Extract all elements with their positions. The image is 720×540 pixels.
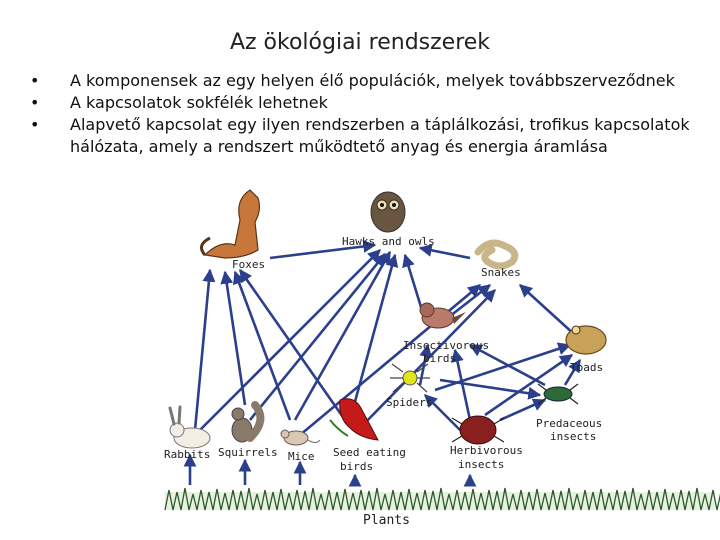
- arrow-toads-snakes: [520, 285, 575, 335]
- label-spiders: Spiders: [386, 396, 433, 409]
- grass-icon: [165, 488, 720, 510]
- owl-icon: [371, 192, 405, 232]
- arrow-squirrels-hawks: [250, 254, 385, 420]
- label-seed-eating-birds-2: birds: [340, 460, 374, 473]
- slide-title: Az ökológiai rendszerek: [229, 30, 491, 55]
- bullet-text: A kapcsolatok sokfélék lehetnek: [70, 93, 328, 112]
- snake-icon: [478, 243, 515, 266]
- label-rabbits: Rabbits: [164, 448, 211, 461]
- label-herbivorous-insects-1: Herbivorous: [450, 444, 523, 457]
- insectivorous-bird-icon: [420, 303, 466, 328]
- bullet-icon: •: [30, 93, 40, 112]
- bullet-text: A komponensek az egy helyen élő populációk, melyek továbbszerveződnek: [70, 71, 675, 90]
- label-mice: Mice: [288, 450, 315, 463]
- arrow-seedbirds-foxes: [240, 270, 345, 420]
- arrow-snakes-hawks: [420, 248, 470, 258]
- label-insectivorous-birds-1: Insectivorous: [403, 339, 490, 352]
- mouse-icon: [281, 430, 320, 445]
- label-predaceous-insects-1: Predaceous: [536, 417, 603, 430]
- label-seed-eating-birds-1: Seed eating: [333, 446, 406, 459]
- label-squirrels: Squirrels: [218, 446, 278, 459]
- herbivorous-insect-icon: [452, 416, 504, 444]
- label-insectivorous-birds-2: birds: [423, 352, 457, 365]
- label-herbivorous-insects-2: insects: [458, 458, 505, 471]
- label-predaceous-insects-2: insects: [550, 430, 597, 443]
- squirrel-icon: [232, 405, 260, 442]
- bullet-text: Alapvető kapcsolat egy ilyen rendszerben a táplálkozási, trofikus kapcsolatok hálózata, amely a rendszert működtető anyag és energia áramlása: [70, 115, 690, 156]
- label-foxes: Foxes: [232, 258, 266, 271]
- label-snakes: Snakes: [481, 266, 521, 279]
- label-toads: Toads: [570, 361, 604, 374]
- bullet-icon: •: [30, 115, 40, 134]
- label-plants: Plants: [363, 513, 410, 528]
- arrow-mice-hawks: [295, 252, 390, 420]
- fox-icon: [201, 190, 259, 258]
- label-hawks-owls: Hawks and owls: [342, 235, 435, 248]
- arrow-rabbits-foxes: [195, 270, 210, 430]
- bullet-icon: •: [30, 71, 40, 90]
- toad-icon: [566, 326, 606, 354]
